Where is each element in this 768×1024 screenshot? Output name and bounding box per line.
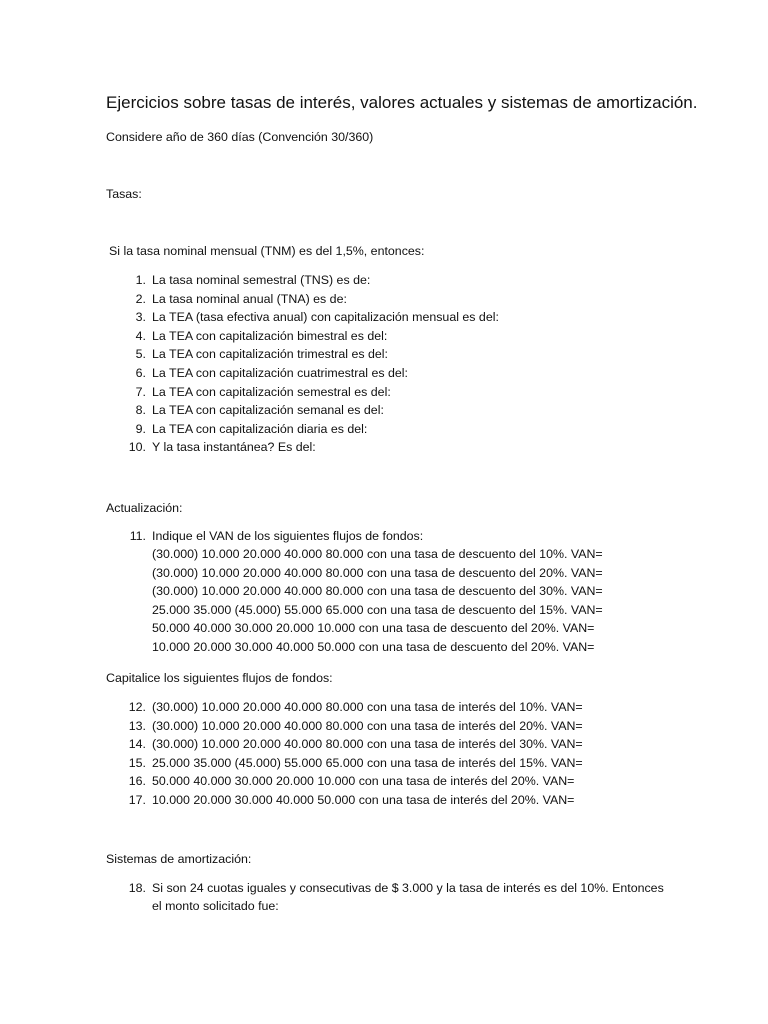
cash-flow-line: (30.000) 10.000 20.000 40.000 80.000 con una tasa de descuento del 30%. VAN=	[152, 584, 603, 599]
item-number: 7.	[135, 384, 146, 399]
item-number: 2.	[135, 291, 146, 306]
item-number: 6.	[135, 365, 146, 380]
section-heading-actualizacion: Actualización:	[106, 501, 183, 515]
item-text: La TEA con capitalización bimestral es del:	[152, 328, 388, 343]
section-heading-capitalizacion: Capitalice los siguientes flujos de fondos:	[106, 671, 333, 685]
item-text: (30.000) 10.000 20.000 40.000 80.000 con una tasa de interés del 30%. VAN=	[152, 737, 583, 752]
item-number: 11.	[129, 529, 146, 543]
item-text: 50.000 40.000 30.000 20.000 10.000 con una tasa de interés del 20%. VAN=	[152, 774, 575, 789]
item-number: 12.	[128, 700, 146, 714]
item-text: (30.000) 10.000 20.000 40.000 80.000 con una tasa de interés del 20%. VAN=	[152, 718, 583, 733]
section-heading-tasas: Tasas:	[106, 187, 142, 201]
item-text: La TEA con capitalización diaria es del:	[152, 421, 368, 436]
item-text: Indique el VAN de los siguientes flujos de fondos:	[152, 529, 424, 543]
item-number: 15.	[128, 755, 146, 770]
item-number: 14.	[128, 737, 146, 752]
item-number: 10.	[128, 440, 146, 455]
item-text: La TEA con capitalización semanal es del:	[152, 403, 384, 418]
item-text: Si son 24 cuotas iguales y consecutivas de $ 3.000 y la tasa de interés es del 10%. Entonces el monto solicitado fue:	[152, 881, 664, 913]
item-text: 10.000 20.000 30.000 40.000 50.000 con una tasa de interés del 20%. VAN=	[152, 792, 575, 807]
item-text: La tasa nominal semestral (TNS) es de:	[152, 273, 371, 287]
item-number: 8.	[135, 403, 146, 418]
item-number: 5.	[135, 347, 146, 362]
cash-flow-line: (30.000) 10.000 20.000 40.000 80.000 con una tasa de descuento del 20%. VAN=	[152, 565, 603, 580]
item-text: La TEA con capitalización semestral es del:	[152, 384, 391, 399]
item-number: 3.	[135, 310, 146, 325]
item-number: 18.	[128, 881, 146, 895]
item-text: La TEA (tasa efectiva anual) con capitalización mensual es del:	[152, 310, 499, 325]
item-text: La TEA con capitalización cuatrimestral es del:	[152, 365, 408, 380]
document-title: Ejercicios sobre tasas de interés, valores actuales y sistemas de amortización.	[106, 93, 698, 112]
cash-flow-line: 50.000 40.000 30.000 20.000 10.000 con una tasa de descuento del 20%. VAN=	[152, 621, 595, 636]
item-number: 1.	[135, 273, 146, 287]
item-number: 4.	[135, 328, 146, 343]
cash-flow-lines	[152, 545, 603, 657]
item-text: (30.000) 10.000 20.000 40.000 80.000 con una tasa de interés del 10%. VAN=	[152, 700, 583, 714]
cash-flow-line: (30.000) 10.000 20.000 40.000 80.000 con una tasa de descuento del 10%. VAN=	[152, 547, 603, 561]
item-text: 25.000 35.000 (45.000) 55.000 65.000 con una tasa de interés del 15%. VAN=	[152, 755, 583, 770]
item-number: 16.	[128, 774, 146, 789]
item-number: 9.	[135, 421, 146, 436]
item-text: La tasa nominal anual (TNA) es de:	[152, 291, 347, 306]
document-subtitle: Considere año de 360 días (Convención 30/360)	[106, 130, 374, 144]
item-number: 13.	[128, 718, 146, 733]
tasas-intro: Si la tasa nominal mensual (TNM) es del 1,5%, entonces:	[109, 244, 425, 258]
section-heading-amortizacion: Sistemas de amortización:	[106, 852, 252, 866]
item-text: Y la tasa instantánea? Es del:	[152, 440, 316, 455]
item-number: 17.	[128, 792, 146, 807]
cash-flow-line: 25.000 35.000 (45.000) 55.000 65.000 con una tasa de descuento del 15%. VAN=	[152, 602, 603, 617]
cash-flow-line: 10.000 20.000 30.000 40.000 50.000 con una tasa de descuento del 20%. VAN=	[152, 639, 595, 654]
item-text: La TEA con capitalización trimestral es del:	[152, 347, 388, 362]
